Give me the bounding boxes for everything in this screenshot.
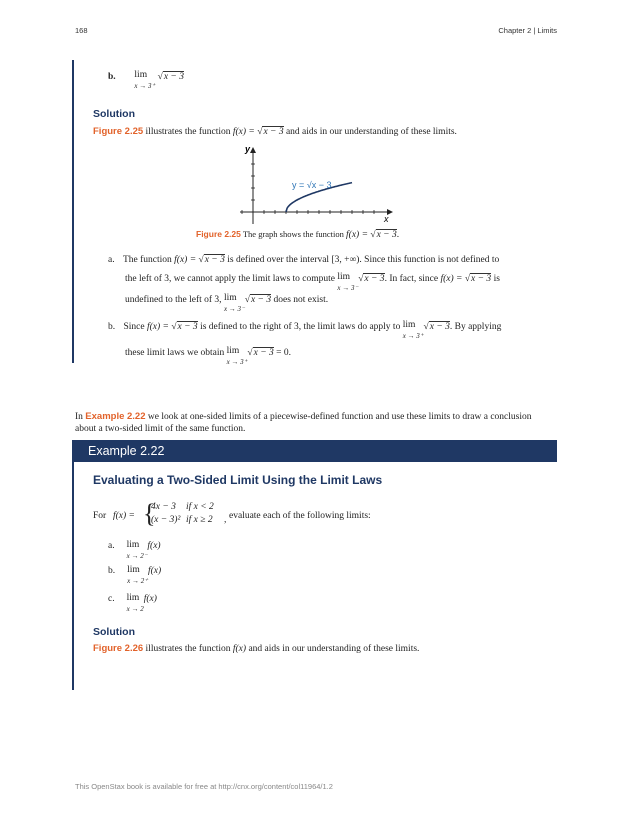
solution-text: Figure 2.25 illustrates the function f(x) = √x − 3 and aids in our understanding of these limits. <box>93 126 457 137</box>
item-a-line2: the left of 3, we cannot apply the limit laws to compute lim x → 3⁻ √x − 3. In fact, since f(x) = √x − 3 is <box>125 272 500 292</box>
example-side-bar-bottom <box>72 462 74 690</box>
chapter-header: Chapter 2 | Limits <box>498 26 557 35</box>
solution-heading: Solution <box>93 108 135 120</box>
figure-link-2[interactable]: Figure 2.26 <box>93 643 144 654</box>
y-axis-label: y <box>245 144 251 154</box>
figure-link[interactable]: Figure 2.25 <box>93 126 144 137</box>
example-link[interactable]: Example 2.22 <box>85 411 146 422</box>
item-a-line1: a. The function f(x) = √x − 3 is defined over the interval [3, +∞). Since this function is not defined to <box>108 255 500 265</box>
solution-heading-2: Solution <box>93 626 135 638</box>
item-b-line2: these limit laws we obtain lim x → 3⁺ √x − 3 = 0. <box>125 346 291 366</box>
solution-text-2: Figure 2.26 illustrates the function f(x) and aids in our understanding of these limits. <box>93 643 420 654</box>
intro-line1: In Example 2.22 we look at one-sided limits of a piecewise-defined function and use these limits to draw a conclusion <box>75 411 532 422</box>
example-title: Example 2.22 <box>88 444 165 458</box>
example-part-c: c. lim x → 2 f(x) <box>108 593 157 613</box>
intro-line2: about a two-sided limit of the same function. <box>75 424 246 434</box>
part-label: b. <box>108 72 116 82</box>
item-b-label: b. <box>108 322 116 332</box>
limit-expression: lim x → 3⁺ <box>134 70 156 90</box>
example-side-bar-top <box>72 60 74 363</box>
item-a-line3: undefined to the left of 3, lim x → 3⁻ √x − 3 does not exist. <box>125 293 329 313</box>
example-subtitle: Evaluating a Two-Sided Limit Using the Limit Laws <box>93 473 383 487</box>
example-part-a: a. lim x → 2⁻ f(x) <box>108 540 161 560</box>
figure-caption: Figure 2.25 The graph shows the function f(x) = √x − 3. <box>196 229 400 240</box>
curve-label: y = √x − 3 <box>292 180 332 190</box>
figure-2-25-graph <box>230 142 400 226</box>
part-b-top: b. lim x → 3⁺ √x − 3 <box>108 70 184 90</box>
radicand: x − 3 <box>163 72 184 82</box>
item-b-line1: b. Since f(x) = √x − 3 is defined to the right of 3, the limit laws do apply to lim x → 3⁺ √x − 3. By applying <box>108 320 502 340</box>
x-axis-label: x <box>384 214 389 224</box>
brace: { <box>143 499 156 528</box>
footer-text: This OpenStax book is available for free at http://cnx.org/content/col11964/1.2 <box>75 782 333 791</box>
caption-figure-ref: Figure 2.25 <box>196 229 241 239</box>
item-a-label: a. <box>108 255 115 265</box>
page-number: 168 <box>75 26 88 35</box>
example-part-b: b. lim x → 2⁺ f(x) <box>108 565 162 585</box>
